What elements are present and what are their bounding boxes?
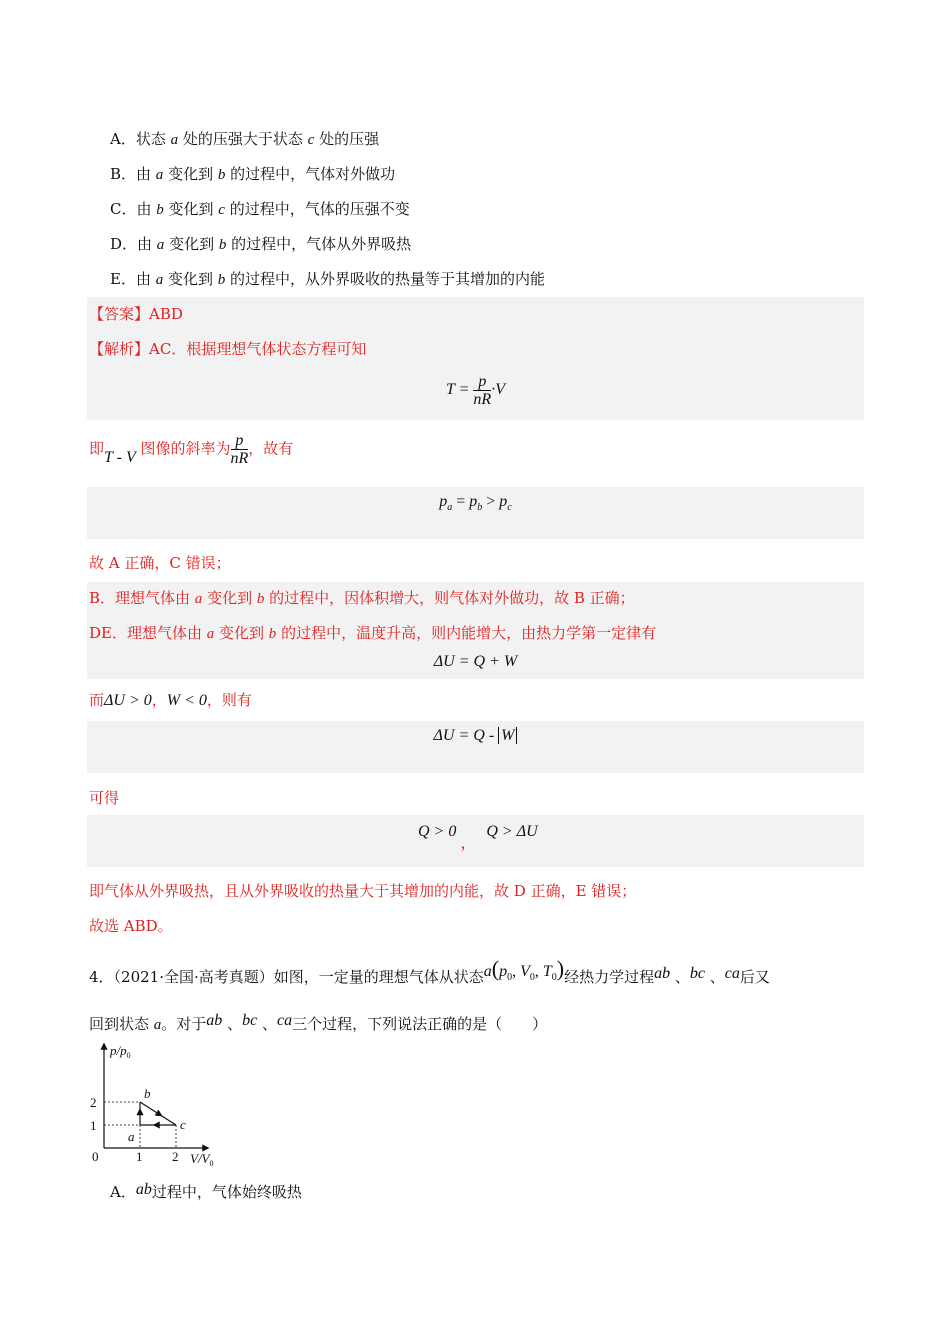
kede-label: 可得 [89, 789, 120, 807]
conclusion-ac: 故 A 正确，C 错误； [89, 554, 231, 572]
x-tick-label: 1 [136, 1149, 143, 1164]
analysis-de: DE．理想气体由 a 变化到 b 的过程中，温度升高，则内能增大，由热力学第一定律有 [89, 624, 657, 642]
q4-line2: 回到状态 a。对于ab 、bc 、ca三个过程，下列说法正确的是（ ） [89, 1012, 548, 1033]
equation-ideal-gas: T = $\frac{p}{nR}$ ·V [446, 373, 505, 408]
x-tick-label: 2 [172, 1149, 179, 1164]
sign-conditions: 而ΔU > 0，W < 0，则有 [89, 691, 252, 709]
y-tick-label: 2 [90, 1095, 97, 1110]
equation-first-law: ΔU = Q + W [433, 653, 518, 670]
y-tick-label: 1 [90, 1118, 97, 1133]
x-axis-label: $V/V_0$ [190, 1151, 214, 1168]
q4-line1: 4．（2021·全国·高考真题）如图，一定量的理想气体从状态$a(p_0$, $V_0$, $T_0$)经热力学过程ab 、bc 、ca后又 [89, 956, 770, 986]
pv-graph [84, 1040, 234, 1170]
option-d: D．由 a 变化到 b 的过程中，气体从外界吸热 [110, 235, 412, 253]
origin-label: 0 [92, 1149, 99, 1164]
equation-result-q: Q > 0 ， Q > ΔU [418, 823, 538, 852]
point-label-a: a [128, 1129, 135, 1144]
answer-line: 【答案】ABD [89, 305, 183, 323]
option-b: B．由 a 变化到 b 的过程中，气体对外做功 [110, 165, 396, 183]
equation-abs-work: ΔU = Q - W [87, 727, 864, 745]
equation-pressure-compare: $p_a = p_b > p_c$ [439, 493, 512, 514]
point-label-c: c [180, 1117, 186, 1132]
conclusion-de: 即气体从外界吸热，且从外界吸收的热量大于其增加的内能，故 D 正确，E 错误； [89, 882, 637, 900]
y-axis-label: $p/p_0$ [110, 1043, 131, 1060]
option-e: E．由 a 变化到 b 的过程中，从外界吸收的热量等于其增加的内能 [110, 270, 546, 288]
option-c: C．由 b 变化到 c 的过程中，气体的压强不变 [110, 200, 410, 218]
final-answer: 故选 ABD。 [89, 917, 173, 935]
slope-line: 即T - V 图像的斜率为 $\frac{p}{nR}$ ，故有 [89, 432, 294, 467]
process-bc-arrow [156, 1112, 161, 1115]
q4-option-a: A．ab过程中，气体始终吸热 [110, 1181, 302, 1201]
analysis-b: B．理想气体由 a 变化到 b 的过程中，因体积增大，则气体对外做功，故 B 正确； [89, 589, 635, 607]
point-label-b: b [144, 1086, 151, 1101]
option-a: A．状态 a 处的压强大于状态 c 处的压强 [110, 130, 380, 148]
analysis-intro: 【解析】AC．根据理想气体状态方程可知 [89, 340, 367, 358]
